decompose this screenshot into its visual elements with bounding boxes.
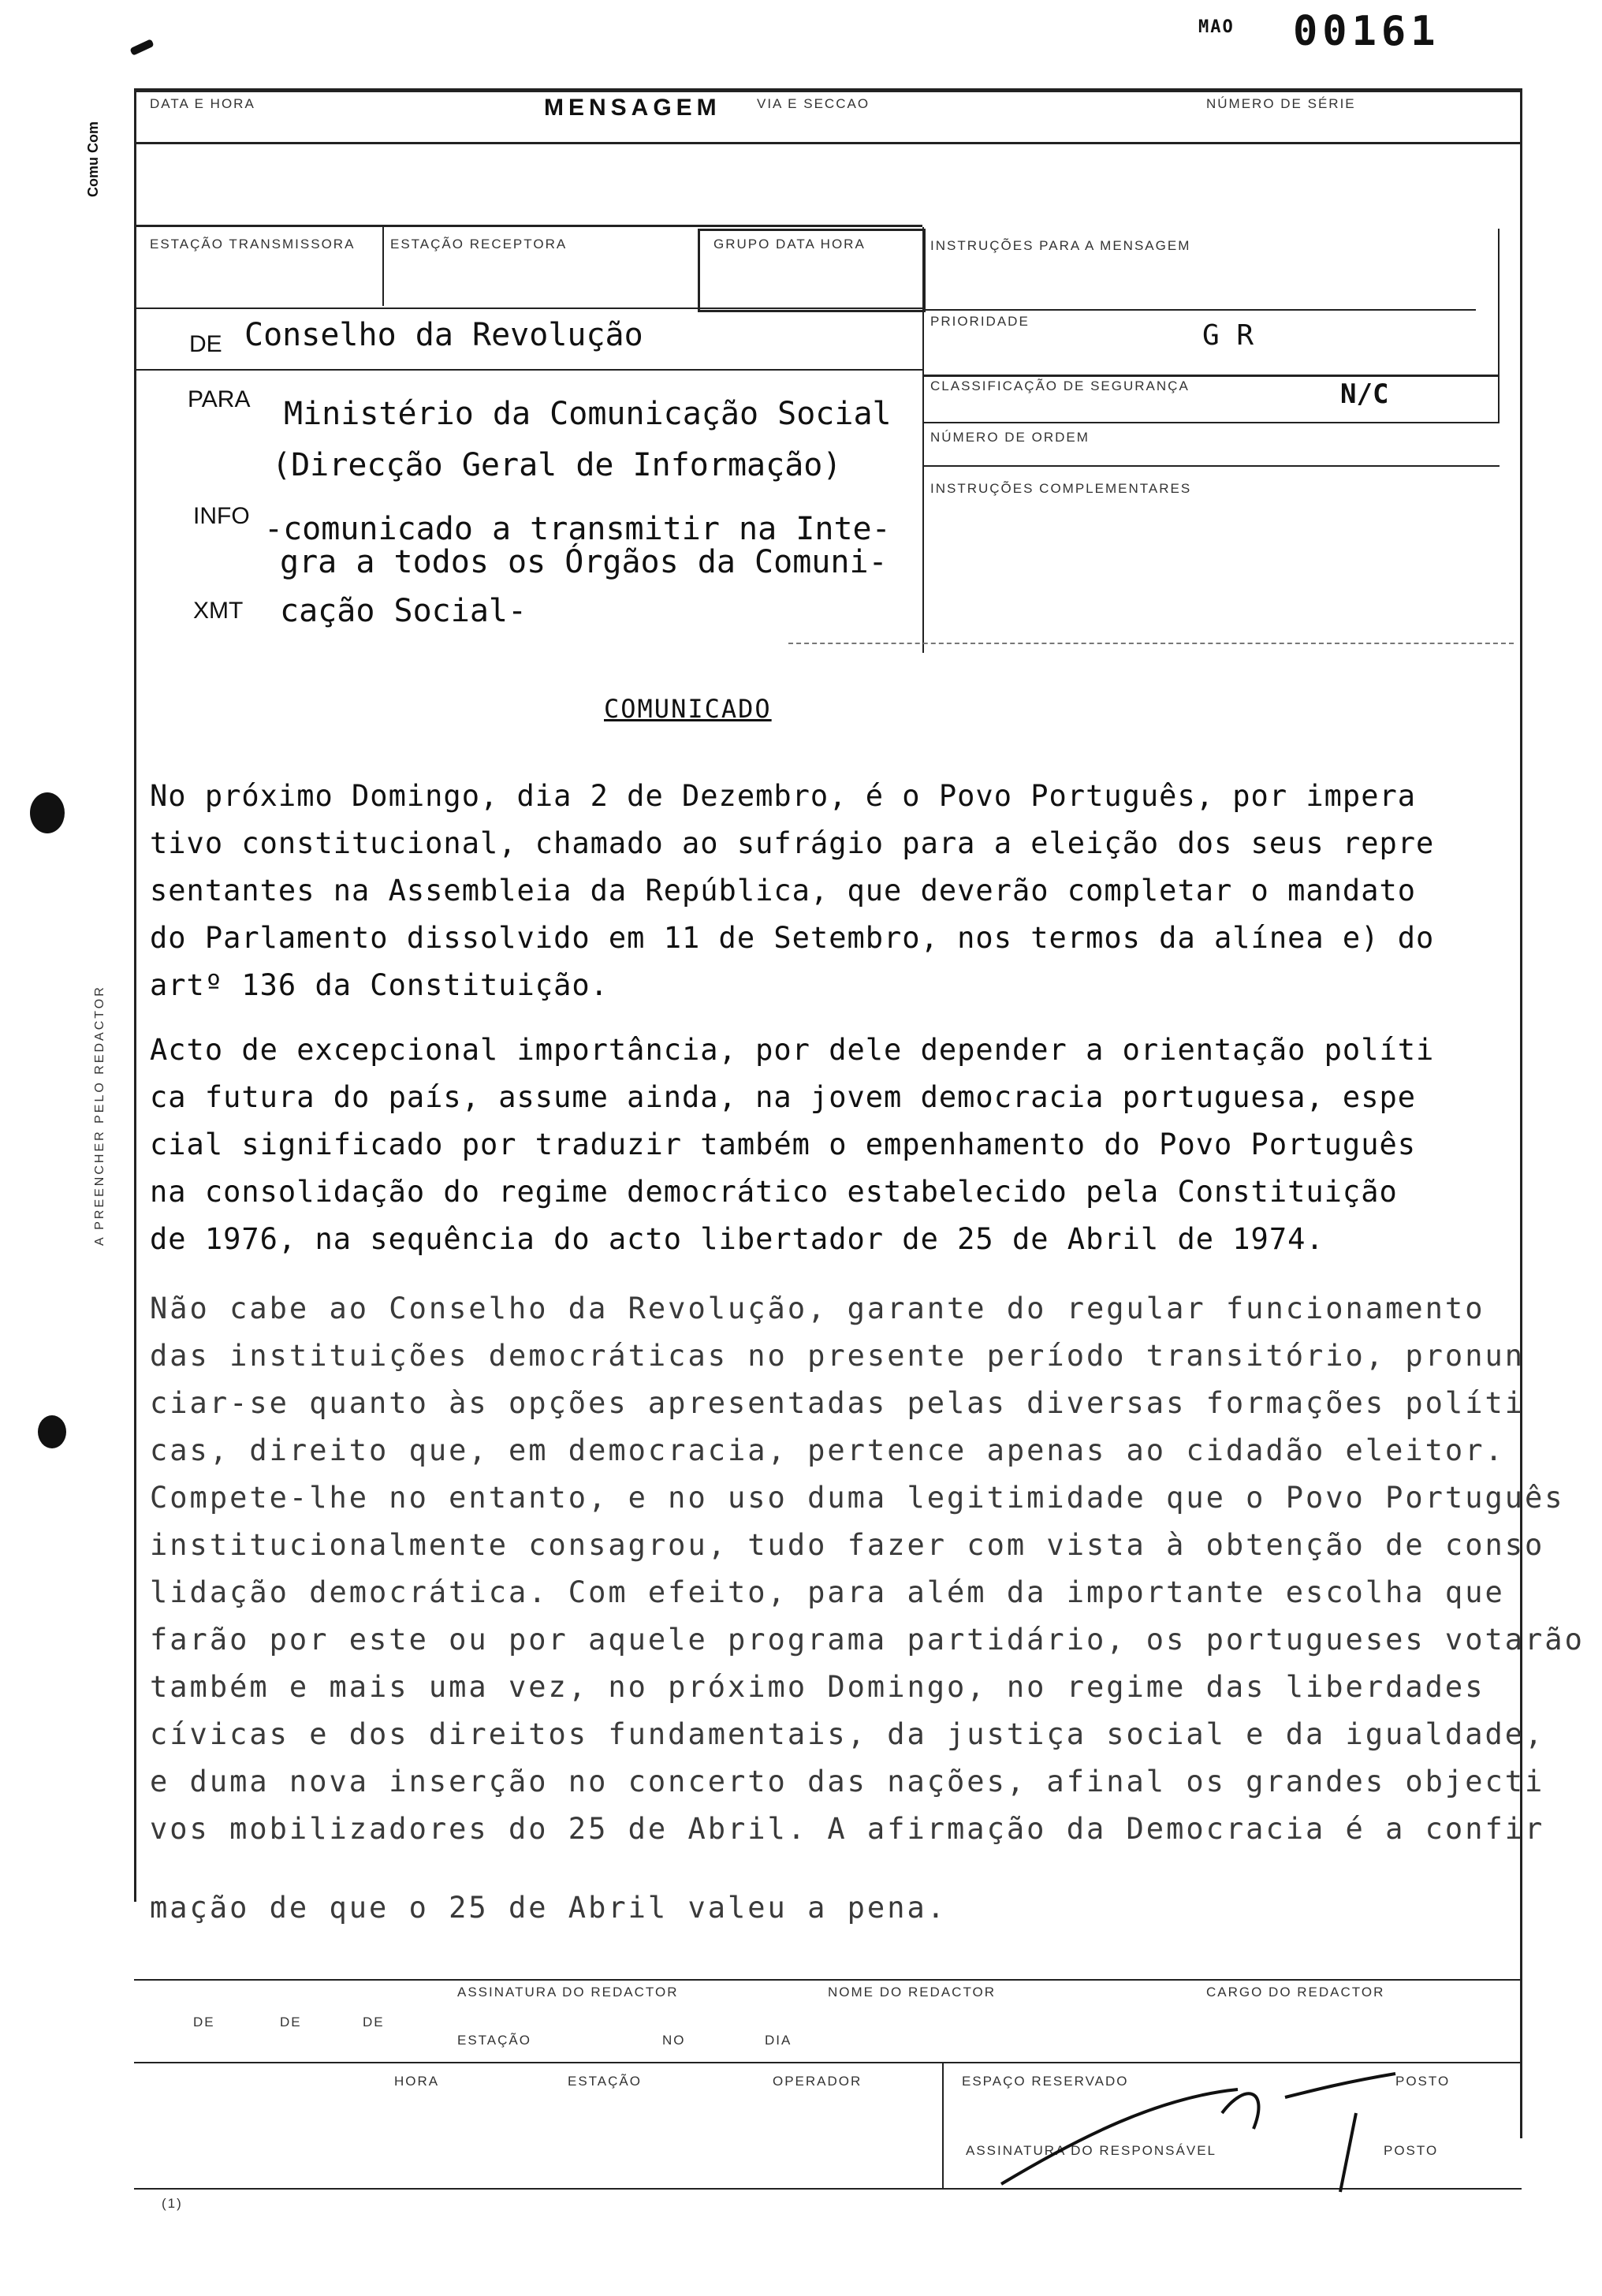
header-rule-2 (134, 142, 1522, 144)
footer-label: ASSINATURA DO RESPONSÁVEL (966, 2143, 1216, 2158)
left-frame (134, 88, 136, 1902)
footer-label: ESTAÇÃO (568, 2074, 642, 2089)
body-line: vos mobilizadores do 25 de Abril. A afirmação da Democracia é a confir (150, 1812, 1545, 1846)
header-top-rule (134, 88, 1522, 92)
body-line: mação de que o 25 de Abril valeu a pena. (150, 1891, 948, 1925)
footer-label: DE (280, 2015, 302, 2030)
info-value-2: gra a todos os Órgãos da Comuni- (280, 544, 888, 580)
footer-label: DE (193, 2015, 215, 2030)
signature-scribble (985, 2066, 1474, 2208)
receive-station-label: ESTAÇÃO RECEPTORA (390, 237, 568, 252)
para-value-1: Ministério da Comunicação Social (284, 396, 892, 432)
footer-label: NOME DO REDACTOR (828, 1985, 997, 2000)
punch-hole (38, 1415, 66, 1448)
body-line: das instituições democráticas no presente período transitório, pronun (150, 1339, 1526, 1373)
body-line: Não cabe ao Conselho da Revolução, garante do regular funcionamento (150, 1292, 1485, 1325)
header-rule-3 (134, 225, 922, 227)
footer-label: POSTO (1384, 2143, 1439, 2158)
classification-label: CLASSIFICAÇÃO DE SEGURANÇA (930, 378, 1190, 393)
body-line: No próximo Domingo, dia 2 de Dezembro, é o Povo Português, por impera (150, 779, 1417, 813)
body-heading: COMUNICADO (604, 694, 772, 724)
body-line: Acto de excepcional importância, por dele depender a orientação políti (150, 1033, 1435, 1067)
body-line: institucionalmente consagrou, tudo fazer com vista à obtenção de conso (150, 1528, 1545, 1562)
body-line: ca futura do país, assume ainda, na jovem democracia portuguesa, espe (150, 1080, 1417, 1114)
body-line: lidação democrática. Com efeito, para além da importante escolha que (150, 1575, 1505, 1609)
side-box-divider (922, 227, 924, 653)
footer-label: POSTO (1395, 2074, 1451, 2089)
footer-label: ASSINATURA DO REDACTOR (457, 1985, 679, 2000)
footer-rule-1 (134, 1979, 1522, 1981)
footer-label: ESTAÇÃO (457, 2033, 531, 2048)
order-number-label: NÚMERO DE ORDEM (930, 430, 1090, 445)
body-line: na consolidação do regime democrático estabelecido pela Constituição (150, 1175, 1398, 1209)
xmt-label: XMT (193, 598, 244, 624)
info-label: INFO (193, 503, 250, 529)
pen-mark (129, 39, 154, 56)
transmit-station-label: ESTAÇÃO TRANSMISSORA (150, 237, 356, 252)
body-line: artº 136 da Constituição. (150, 968, 609, 1002)
de-value: Conselho da Revolução (244, 317, 643, 353)
footer-footnote: (1) (162, 2196, 183, 2211)
xmt-value: cação Social- (280, 593, 527, 629)
footer-label: HORA (394, 2074, 440, 2089)
punch-hole (30, 792, 65, 833)
top-left-label: DATA E HORA (150, 96, 255, 111)
priority-value: G R (1202, 319, 1254, 352)
de-label: DE (189, 331, 222, 357)
para-label: PARA (188, 386, 251, 412)
body-line: Compete-lhe no entanto, e no uso duma legitimidade que o Povo Português (150, 1481, 1565, 1515)
doc-number-prefix: MAO (1198, 17, 1235, 37)
footer-label: NO (662, 2033, 686, 2048)
body-line: cívicas e dos direitos fundamentais, da justiça social e da igualdade, (150, 1717, 1545, 1751)
priority-label: PRIORIDADE (930, 314, 1030, 329)
footer-label: DIA (765, 2033, 792, 2048)
footer-rule-2 (134, 2062, 1522, 2063)
body-line: farão por este ou por aquele programa partidário, os portugueses votarão (150, 1623, 1585, 1657)
body-line: sentantes na Assembleia da República, que deverão completar o mandato (150, 874, 1417, 908)
margin-note: Comu Com (85, 121, 101, 197)
footer-label: CARGO DO REDACTOR (1206, 1985, 1385, 2000)
footer-label: OPERADOR (773, 2074, 862, 2089)
body-line: tivo constitucional, chamado ao sufrágio para a eleição dos seus repre (150, 826, 1435, 860)
footer-label: DE (363, 2015, 385, 2030)
top-right-label: NÚMERO DE SÉRIE (1206, 96, 1356, 111)
complementary-label: INSTRUÇÕES COMPLEMENTARES (930, 481, 1192, 496)
instructions-label: INSTRUÇÕES PARA A MENSAGEM (930, 238, 1191, 253)
body-line: e duma nova inserção no concerto das nações, afinal os grandes objecti (150, 1765, 1545, 1798)
body-line: ciar-se quanto às opções apresentadas pelas diversas formações políti (150, 1386, 1526, 1420)
form-title: MENSAGEM (544, 95, 721, 121)
top-mid-label: VIA E SECCAO (757, 96, 870, 111)
para-value-2: (Direcção Geral de Informação) (272, 447, 842, 483)
body-line: também e mais uma vez, no próximo Domingo, no regime das liberdades (150, 1670, 1485, 1704)
classification-value: N/C (1340, 378, 1389, 410)
doc-number: 00161 (1293, 8, 1440, 55)
body-line: cas, direito que, em democracia, pertence apenas ao cidadão eleitor. (150, 1433, 1505, 1467)
info-value-1: -comunicado a transmitir na Inte- (264, 511, 891, 547)
body-line: de 1976, na sequência do acto libertador de 25 de Abril de 1974. (150, 1222, 1324, 1256)
vertical-label: A PREENCHER PELO REDACTOR (93, 985, 106, 1246)
body-line: cial significado por traduzir também o empenhamento do Povo Português (150, 1128, 1417, 1161)
body-line: do Parlamento dissolvido em 11 de Setembro, nos termos da alínea e) do (150, 921, 1435, 955)
group-datetime-label: GRUPO DATA HORA (713, 237, 866, 252)
footer-label: ESPAÇO RESERVADO (962, 2074, 1129, 2089)
